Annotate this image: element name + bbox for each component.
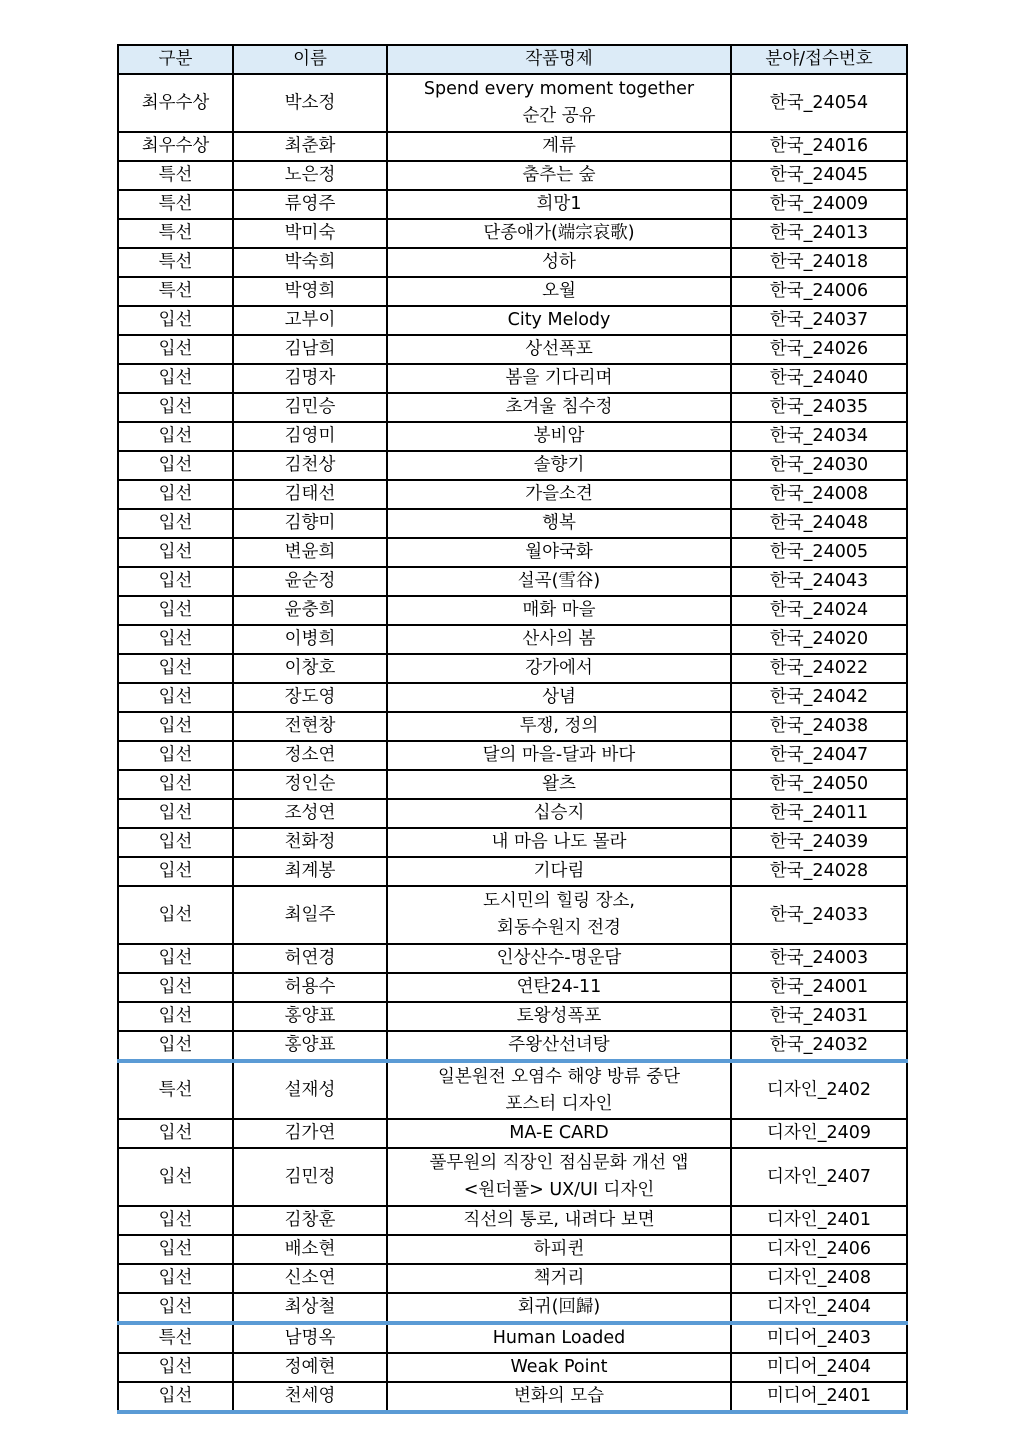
cell-name: 설재성 <box>233 1061 387 1119</box>
cell-name: 김영미 <box>233 422 387 451</box>
cell-title: 하피퀸 <box>387 1235 731 1264</box>
cell-title: 성하 <box>387 248 731 277</box>
cell-code: 한국_24030 <box>731 451 907 480</box>
cell-code: 한국_24043 <box>731 567 907 596</box>
cell-name: 허용수 <box>233 973 387 1002</box>
cell-code: 미디어_2403 <box>731 1323 907 1353</box>
cell-title: 도시민의 힐링 장소, 회동수원지 전경 <box>387 886 731 944</box>
cell-code: 미디어_2404 <box>731 1353 907 1382</box>
table-row <box>118 944 907 973</box>
cell-code: 한국_24009 <box>731 190 907 219</box>
cell-award: 입선 <box>118 480 233 509</box>
cell-title: 회귀(回歸) <box>387 1293 731 1323</box>
cell-award: 입선 <box>118 1382 233 1412</box>
cell-name: 배소현 <box>233 1235 387 1264</box>
cell-name: 최계봉 <box>233 857 387 886</box>
cell-name: 김가연 <box>233 1119 387 1148</box>
cell-award: 특선 <box>118 277 233 306</box>
table-row <box>118 1148 907 1206</box>
cell-award: 입선 <box>118 1119 233 1148</box>
cell-title: 봉비암 <box>387 422 731 451</box>
cell-title: 설곡(雪谷) <box>387 567 731 596</box>
cell-title: 초겨울 침수정 <box>387 393 731 422</box>
cell-name: 고부이 <box>233 306 387 335</box>
cell-code: 디자인_2408 <box>731 1264 907 1293</box>
cell-code: 한국_24031 <box>731 1002 907 1031</box>
cell-name: 정소연 <box>233 741 387 770</box>
table-row <box>118 1293 907 1323</box>
table-row <box>118 1061 907 1119</box>
cell-award: 입선 <box>118 973 233 1002</box>
cell-name: 김향미 <box>233 509 387 538</box>
cell-award: 최우수상 <box>118 132 233 161</box>
cell-title: 십승지 <box>387 799 731 828</box>
cell-code: 한국_24016 <box>731 132 907 161</box>
cell-award: 입선 <box>118 538 233 567</box>
cell-name: 김창훈 <box>233 1206 387 1235</box>
table-row <box>118 422 907 451</box>
table-row <box>118 567 907 596</box>
cell-name: 변윤희 <box>233 538 387 567</box>
cell-code: 한국_24037 <box>731 306 907 335</box>
cell-award: 입선 <box>118 335 233 364</box>
cell-name: 홍양표 <box>233 1031 387 1061</box>
cell-award: 입선 <box>118 712 233 741</box>
table-row <box>118 828 907 857</box>
cell-title: 매화 마을 <box>387 596 731 625</box>
cell-award: 입선 <box>118 509 233 538</box>
cell-title: 상선폭포 <box>387 335 731 364</box>
cell-name: 노은정 <box>233 161 387 190</box>
cell-award: 입선 <box>118 1264 233 1293</box>
cell-name: 김남희 <box>233 335 387 364</box>
results-table <box>117 44 908 1414</box>
cell-code: 한국_24038 <box>731 712 907 741</box>
cell-award: 특선 <box>118 190 233 219</box>
cell-title: 풀무원의 직장인 점심문화 개선 앱 <원더풀> UX/UI 디자인 <box>387 1148 731 1206</box>
table-body <box>118 74 907 1412</box>
table-row <box>118 393 907 422</box>
cell-title: 단종애가(端宗哀歌) <box>387 219 731 248</box>
cell-code: 한국_24026 <box>731 335 907 364</box>
table-row <box>118 1353 907 1382</box>
cell-name: 이창호 <box>233 654 387 683</box>
cell-name: 김민승 <box>233 393 387 422</box>
table-row <box>118 509 907 538</box>
cell-name: 김천상 <box>233 451 387 480</box>
table-row <box>118 973 907 1002</box>
cell-name: 홍양표 <box>233 1002 387 1031</box>
cell-title: MA-E CARD <box>387 1119 731 1148</box>
table-row <box>118 248 907 277</box>
cell-code: 한국_24024 <box>731 596 907 625</box>
table-row <box>118 683 907 712</box>
cell-award: 특선 <box>118 248 233 277</box>
cell-code: 디자인_2407 <box>731 1148 907 1206</box>
cell-award: 입선 <box>118 1031 233 1061</box>
table-row <box>118 1323 907 1353</box>
table-row <box>118 306 907 335</box>
cell-code: 한국_24011 <box>731 799 907 828</box>
cell-award: 입선 <box>118 567 233 596</box>
cell-name: 신소연 <box>233 1264 387 1293</box>
cell-title: 기다림 <box>387 857 731 886</box>
cell-title: 왈츠 <box>387 770 731 799</box>
cell-title: Spend every moment together 순간 공유 <box>387 74 731 132</box>
cell-name: 류영주 <box>233 190 387 219</box>
table-row <box>118 1235 907 1264</box>
cell-award: 입선 <box>118 1353 233 1382</box>
cell-code: 디자인_2401 <box>731 1206 907 1235</box>
cell-code: 한국_24022 <box>731 654 907 683</box>
cell-title: 토왕성폭포 <box>387 1002 731 1031</box>
cell-name: 박숙희 <box>233 248 387 277</box>
cell-name: 정인순 <box>233 770 387 799</box>
cell-name: 김민정 <box>233 1148 387 1206</box>
cell-title: 가을소견 <box>387 480 731 509</box>
cell-code: 한국_24042 <box>731 683 907 712</box>
cell-title: 변화의 모습 <box>387 1382 731 1412</box>
cell-award: 입선 <box>118 683 233 712</box>
cell-code: 한국_24034 <box>731 422 907 451</box>
cell-code: 디자인_2402 <box>731 1061 907 1119</box>
cell-title: 봄을 기다리며 <box>387 364 731 393</box>
table-row <box>118 596 907 625</box>
cell-name: 박영희 <box>233 277 387 306</box>
cell-award: 최우수상 <box>118 74 233 132</box>
table-row <box>118 770 907 799</box>
cell-award: 입선 <box>118 596 233 625</box>
table-row <box>118 74 907 132</box>
cell-title: 투쟁, 정의 <box>387 712 731 741</box>
cell-award: 입선 <box>118 451 233 480</box>
table-row <box>118 712 907 741</box>
table-row <box>118 161 907 190</box>
cell-code: 한국_24018 <box>731 248 907 277</box>
cell-title: 직선의 통로, 내려다 보면 <box>387 1206 731 1235</box>
table-row <box>118 190 907 219</box>
cell-title: 춤추는 숲 <box>387 161 731 190</box>
header-title: 작품명제 <box>387 45 731 74</box>
table-row <box>118 364 907 393</box>
cell-award: 입선 <box>118 828 233 857</box>
header-code: 분야/접수번호 <box>731 45 907 74</box>
table-row <box>118 1002 907 1031</box>
cell-name: 조성연 <box>233 799 387 828</box>
cell-award: 입선 <box>118 1235 233 1264</box>
table-row <box>118 277 907 306</box>
cell-name: 천세영 <box>233 1382 387 1412</box>
cell-title: 오월 <box>387 277 731 306</box>
cell-title: 계류 <box>387 132 731 161</box>
cell-award: 입선 <box>118 393 233 422</box>
cell-name: 천화정 <box>233 828 387 857</box>
cell-title: 주왕산선녀탕 <box>387 1031 731 1061</box>
cell-code: 미디어_2401 <box>731 1382 907 1412</box>
cell-award: 입선 <box>118 741 233 770</box>
cell-code: 디자인_2404 <box>731 1293 907 1323</box>
cell-award: 입선 <box>118 654 233 683</box>
table-row <box>118 132 907 161</box>
cell-code: 한국_24047 <box>731 741 907 770</box>
cell-award: 입선 <box>118 422 233 451</box>
header-row <box>118 45 907 74</box>
cell-award: 입선 <box>118 1206 233 1235</box>
cell-title: 연탄24-11 <box>387 973 731 1002</box>
cell-award: 입선 <box>118 1002 233 1031</box>
cell-title: 산사의 봄 <box>387 625 731 654</box>
cell-title: 일본원전 오염수 해양 방류 중단 포스터 디자인 <box>387 1061 731 1119</box>
cell-code: 한국_24001 <box>731 973 907 1002</box>
cell-title: 솔향기 <box>387 451 731 480</box>
cell-title: 내 마음 나도 몰라 <box>387 828 731 857</box>
cell-award: 입선 <box>118 1148 233 1206</box>
cell-award: 입선 <box>118 886 233 944</box>
table-row <box>118 799 907 828</box>
table-row <box>118 625 907 654</box>
table-row <box>118 857 907 886</box>
table-row <box>118 1264 907 1293</box>
cell-award: 입선 <box>118 799 233 828</box>
cell-code: 한국_24006 <box>731 277 907 306</box>
cell-name: 윤충희 <box>233 596 387 625</box>
cell-name: 장도영 <box>233 683 387 712</box>
cell-code: 한국_24003 <box>731 944 907 973</box>
cell-title: 월야국화 <box>387 538 731 567</box>
cell-award: 입선 <box>118 857 233 886</box>
cell-code: 한국_24020 <box>731 625 907 654</box>
cell-title: City Melody <box>387 306 731 335</box>
cell-name: 김태선 <box>233 480 387 509</box>
cell-name: 이병희 <box>233 625 387 654</box>
cell-award: 입선 <box>118 625 233 654</box>
cell-code: 한국_24028 <box>731 857 907 886</box>
cell-award: 특선 <box>118 161 233 190</box>
cell-name: 최상철 <box>233 1293 387 1323</box>
cell-code: 한국_24032 <box>731 1031 907 1061</box>
cell-name: 윤순정 <box>233 567 387 596</box>
header-award: 구분 <box>118 45 233 74</box>
cell-title: 행복 <box>387 509 731 538</box>
cell-code: 한국_24054 <box>731 74 907 132</box>
cell-title: Weak Point <box>387 1353 731 1382</box>
cell-code: 한국_24033 <box>731 886 907 944</box>
cell-code: 디자인_2409 <box>731 1119 907 1148</box>
cell-name: 박미숙 <box>233 219 387 248</box>
cell-name: 최춘화 <box>233 132 387 161</box>
cell-name: 최일주 <box>233 886 387 944</box>
cell-award: 특선 <box>118 1061 233 1119</box>
cell-code: 한국_24035 <box>731 393 907 422</box>
cell-award: 입선 <box>118 1293 233 1323</box>
cell-name: 남명옥 <box>233 1323 387 1353</box>
table-row <box>118 451 907 480</box>
table-row <box>118 886 907 944</box>
cell-code: 디자인_2406 <box>731 1235 907 1264</box>
header-name: 이름 <box>233 45 387 74</box>
table-row <box>118 1382 907 1412</box>
cell-code: 한국_24008 <box>731 480 907 509</box>
cell-title: 달의 마을-달과 바다 <box>387 741 731 770</box>
cell-code: 한국_24048 <box>731 509 907 538</box>
cell-code: 한국_24005 <box>731 538 907 567</box>
table-row <box>118 1119 907 1148</box>
cell-code: 한국_24050 <box>731 770 907 799</box>
cell-code: 한국_24040 <box>731 364 907 393</box>
cell-title: 상념 <box>387 683 731 712</box>
cell-award: 입선 <box>118 364 233 393</box>
cell-title: 책거리 <box>387 1264 731 1293</box>
cell-award: 입선 <box>118 770 233 799</box>
cell-title: 인상산수-명운담 <box>387 944 731 973</box>
cell-award: 특선 <box>118 1323 233 1353</box>
cell-name: 전현창 <box>233 712 387 741</box>
cell-award: 특선 <box>118 219 233 248</box>
table-row <box>118 219 907 248</box>
cell-title: Human Loaded <box>387 1323 731 1353</box>
table-row <box>118 1206 907 1235</box>
cell-award: 입선 <box>118 944 233 973</box>
cell-name: 박소정 <box>233 74 387 132</box>
table-header <box>118 45 907 74</box>
cell-title: 희망1 <box>387 190 731 219</box>
table-row <box>118 480 907 509</box>
cell-code: 한국_24039 <box>731 828 907 857</box>
cell-code: 한국_24013 <box>731 219 907 248</box>
cell-code: 한국_24045 <box>731 161 907 190</box>
cell-name: 정예현 <box>233 1353 387 1382</box>
table-row <box>118 335 907 364</box>
cell-name: 김명자 <box>233 364 387 393</box>
table-row <box>118 1031 907 1061</box>
table-row <box>118 538 907 567</box>
table-row <box>118 654 907 683</box>
cell-name: 허연경 <box>233 944 387 973</box>
table-row <box>118 741 907 770</box>
cell-award: 입선 <box>118 306 233 335</box>
cell-title: 강가에서 <box>387 654 731 683</box>
